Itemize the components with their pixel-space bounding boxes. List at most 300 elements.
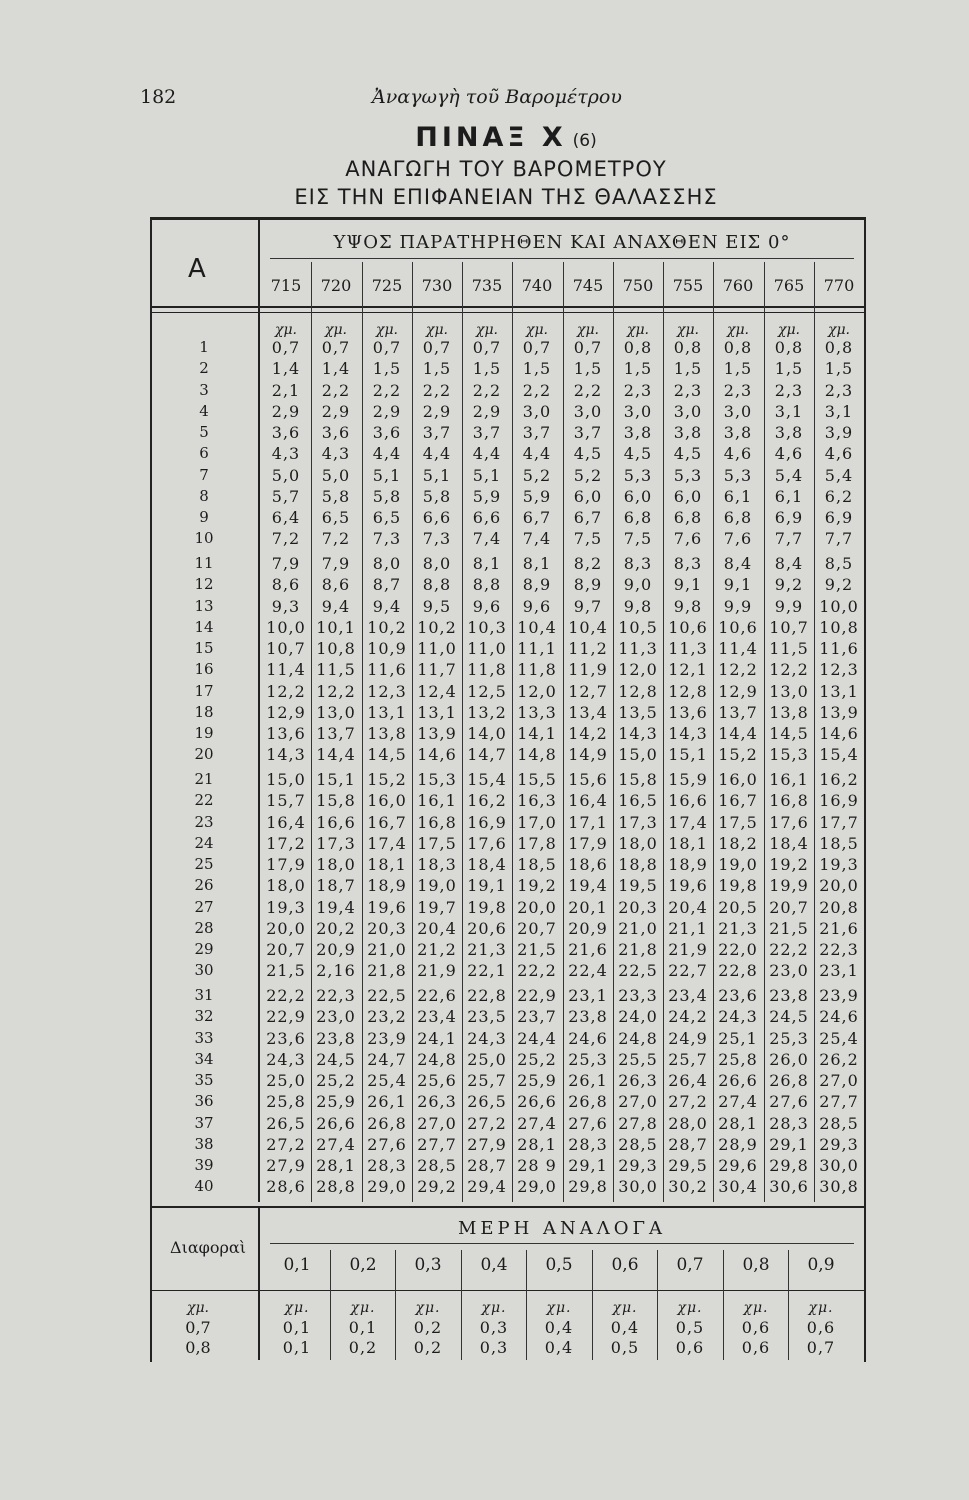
table-cell: 18,2 <box>718 834 758 853</box>
table-cell: 29,0 <box>517 1177 557 1196</box>
table-cell: 23,6 <box>718 986 758 1005</box>
table-cell: 12,3 <box>367 682 407 701</box>
prop-column-rule <box>788 1250 789 1360</box>
table-cell: 23,8 <box>316 1029 356 1048</box>
table-cell: 29,4 <box>467 1177 507 1196</box>
table-cell: 22,4 <box>568 961 608 980</box>
table-cell: 10,4 <box>568 618 608 637</box>
table-cell: 25,0 <box>467 1050 507 1069</box>
table-cell: 21,5 <box>517 940 557 959</box>
table-cell: 2,3 <box>824 381 854 400</box>
table-cell: 14,5 <box>769 724 809 743</box>
row-label-a: 10 <box>194 529 214 547</box>
table-cell: 24,6 <box>568 1029 608 1048</box>
table-cell: 17,4 <box>668 813 708 832</box>
table-cell: 2,2 <box>372 381 402 400</box>
table-cell: 24,0 <box>618 1007 658 1026</box>
table-cell: 25,3 <box>568 1050 608 1069</box>
table-cell: 8,3 <box>623 554 653 573</box>
unit-label: χμ. <box>626 322 650 338</box>
table-cell: 17,9 <box>568 834 608 853</box>
table-cell: 29,0 <box>367 1177 407 1196</box>
table-cell: 15,7 <box>266 791 306 810</box>
table-cell: 30,0 <box>618 1177 658 1196</box>
table-cell: 25,5 <box>618 1050 658 1069</box>
unit-label: χμ. <box>726 322 750 338</box>
table-cell: 12,9 <box>266 703 306 722</box>
table-cell: 2,9 <box>422 402 452 421</box>
table-cell: 25,4 <box>819 1029 859 1048</box>
table-cell: 20,2 <box>316 919 356 938</box>
table-cell: 27,2 <box>467 1114 507 1133</box>
table-cell: 12,8 <box>618 682 658 701</box>
table-cell: 3,0 <box>623 402 653 421</box>
table-cell: 16,1 <box>769 770 809 789</box>
table-cell: 14,9 <box>568 745 608 764</box>
unit-label: χμ. <box>475 322 499 338</box>
table-cell: 6,2 <box>824 487 854 506</box>
height-column-header: 720 <box>320 276 352 295</box>
row-label-a: 19 <box>194 724 214 742</box>
table-cell: 22,3 <box>316 986 356 1005</box>
table-cell: 28,3 <box>568 1135 608 1154</box>
table-cell: 25,3 <box>769 1029 809 1048</box>
table-cell: 11,3 <box>618 639 658 658</box>
table-cell: 18,3 <box>417 855 457 874</box>
table-cell: 16,4 <box>568 791 608 810</box>
table-cell: 19,5 <box>618 876 658 895</box>
table-cell: 18,9 <box>668 855 708 874</box>
table-cell: 16,7 <box>718 791 758 810</box>
table-cell: 30,0 <box>819 1156 859 1175</box>
table-cell: 13,2 <box>467 703 507 722</box>
table-cell: 14,1 <box>517 724 557 743</box>
table-cell: 27,4 <box>316 1135 356 1154</box>
table-cell: 3,6 <box>372 423 402 442</box>
table-cell: 10,7 <box>266 639 306 658</box>
table-cell: 9,8 <box>673 597 703 616</box>
table-cell: 18,9 <box>367 876 407 895</box>
table-cell: 18,0 <box>316 855 356 874</box>
table-cell: 27,6 <box>568 1114 608 1133</box>
table-cell: 13,9 <box>417 724 457 743</box>
table-cell: 8,8 <box>422 575 452 594</box>
table-cell: 7,9 <box>321 554 351 573</box>
height-column-header: 735 <box>471 276 503 295</box>
table-cell: 15,9 <box>668 770 708 789</box>
table-cell: 16,3 <box>517 791 557 810</box>
table-cell: 19,9 <box>769 876 809 895</box>
table-cell: 18,8 <box>618 855 658 874</box>
table-cell: 2,3 <box>673 381 703 400</box>
table-cell: 27,6 <box>367 1135 407 1154</box>
table-cell: 16,0 <box>718 770 758 789</box>
diaf-header: Διαφοραὶ <box>170 1238 246 1257</box>
row-label-a: 6 <box>199 444 209 462</box>
table-cell: 4,3 <box>321 444 351 463</box>
prop-cell: 0,5 <box>610 1338 640 1357</box>
height-column-header: 750 <box>622 276 654 295</box>
table-cell: 13,7 <box>718 703 758 722</box>
row-label-a: 21 <box>194 770 214 788</box>
table-cell: 13,3 <box>517 703 557 722</box>
table-cell: 10,3 <box>467 618 507 637</box>
table-cell: 2,3 <box>723 381 753 400</box>
table-cell: 22,7 <box>668 961 708 980</box>
table-cell: 3,7 <box>573 423 603 442</box>
table-cell: 12,2 <box>316 682 356 701</box>
table-cell: 18,0 <box>618 834 658 853</box>
row-label-a: 37 <box>194 1114 214 1132</box>
table-cell: 9,1 <box>673 575 703 594</box>
table-cell: 13,1 <box>367 703 407 722</box>
table-cell: 2,3 <box>623 381 653 400</box>
table-cell: 18,5 <box>517 855 557 874</box>
table-cell: 14,7 <box>467 745 507 764</box>
table-cell: 4,4 <box>472 444 502 463</box>
table-cell: 22,5 <box>367 986 407 1005</box>
table-cell: 7,4 <box>522 529 552 548</box>
table-cell: 25,9 <box>316 1092 356 1111</box>
table-subtitle-2: ΕΙΣ ΤΗΝ ΕΠΙΦΑΝΕΙΑΝ ΤΗΣ ΘΑΛΑΣΣΗΣ <box>294 185 718 209</box>
table-cell: 3,8 <box>623 423 653 442</box>
table-cell: 27,2 <box>668 1092 708 1111</box>
table-cell: 10,1 <box>316 618 356 637</box>
prop-column-header: 0,8 <box>742 1255 770 1275</box>
table-cell: 22,2 <box>266 986 306 1005</box>
group-brace <box>270 258 854 267</box>
table-cell: 15,4 <box>467 770 507 789</box>
row-label-a: 11 <box>194 554 214 572</box>
table-cell: 20,4 <box>417 919 457 938</box>
table-cell: 5,7 <box>271 487 301 506</box>
table-cell: 27,0 <box>417 1114 457 1133</box>
table-cell: 18,0 <box>266 876 306 895</box>
row-label-a: 17 <box>194 682 214 700</box>
table-cell: 6,1 <box>774 487 804 506</box>
table-cell: 16,6 <box>668 791 708 810</box>
table-cell: 10,5 <box>618 618 658 637</box>
table-cell: 15,5 <box>517 770 557 789</box>
table-cell: 3,0 <box>723 402 753 421</box>
table-cell: 9,0 <box>623 575 653 594</box>
table-cell: 19,6 <box>367 898 407 917</box>
table-cell: 1,4 <box>271 359 301 378</box>
table-cell: 20,0 <box>517 898 557 917</box>
table-cell: 25,8 <box>718 1050 758 1069</box>
table-cell: 27,2 <box>266 1135 306 1154</box>
table-cell: 3,7 <box>472 423 502 442</box>
table-cell: 12,8 <box>668 682 708 701</box>
table-cell: 9,9 <box>774 597 804 616</box>
table-cell: 24,9 <box>668 1029 708 1048</box>
table-cell: 11,4 <box>266 660 306 679</box>
height-column-header: 755 <box>672 276 704 295</box>
table-cell: 24,1 <box>417 1029 457 1048</box>
table-cell: 28,7 <box>668 1135 708 1154</box>
table-cell: 29,8 <box>769 1156 809 1175</box>
table-cell: 8,6 <box>271 575 301 594</box>
table-cell: 23,3 <box>618 986 658 1005</box>
table-cell: 9,6 <box>472 597 502 616</box>
table-cell: 14,8 <box>517 745 557 764</box>
table-cell: 0,8 <box>723 338 753 357</box>
table-cell: 21,1 <box>668 919 708 938</box>
prop-column-rule <box>657 1250 658 1360</box>
table-cell: 8,0 <box>422 554 452 573</box>
prop-column-header: 0,9 <box>807 1255 835 1275</box>
table-cell: 26,1 <box>568 1071 608 1090</box>
table-cell: 15,2 <box>367 770 407 789</box>
diaf-value: 0,7 <box>185 1318 211 1337</box>
table-cell: 6,7 <box>522 508 552 527</box>
table-cell: 0,8 <box>673 338 703 357</box>
table-cell: 13,1 <box>819 682 859 701</box>
table-cell: 4,6 <box>774 444 804 463</box>
table-cell: 6,4 <box>271 508 301 527</box>
table-cell: 6,0 <box>623 487 653 506</box>
table-cell: 29,3 <box>618 1156 658 1175</box>
prop-cell: 0,7 <box>806 1338 836 1357</box>
table-cell: 26,5 <box>467 1092 507 1111</box>
table-cell: 25,6 <box>417 1071 457 1090</box>
row-label-a: 20 <box>194 745 214 763</box>
unit-label: χμ. <box>676 322 700 338</box>
table-cell: 12,5 <box>467 682 507 701</box>
table-cell: 25,2 <box>316 1071 356 1090</box>
table-cell: 6,8 <box>723 508 753 527</box>
table-cell: 26,2 <box>819 1050 859 1069</box>
table-cell: 1,5 <box>472 359 502 378</box>
height-column-header: 765 <box>773 276 805 295</box>
table-cell: 13,4 <box>568 703 608 722</box>
table-cell: 14,3 <box>266 745 306 764</box>
prop-column-header: 0,3 <box>414 1255 442 1275</box>
table-cell: 26,6 <box>517 1092 557 1111</box>
prop-cell: 0,6 <box>741 1318 771 1337</box>
table-cell: 28,9 <box>718 1135 758 1154</box>
table-cell: 11,2 <box>568 639 608 658</box>
table-title <box>150 122 862 153</box>
prop-unit-label: χμ. <box>808 1300 834 1316</box>
row-label-a: 15 <box>194 639 214 657</box>
height-column-header: 725 <box>371 276 403 295</box>
row-label-a: 18 <box>194 703 214 721</box>
table-cell: 20,8 <box>819 898 859 917</box>
table-cell: 24,2 <box>668 1007 708 1026</box>
row-label-a: 16 <box>194 660 214 678</box>
table-cell: 11,5 <box>769 639 809 658</box>
table-cell: 5,0 <box>321 466 351 485</box>
table-cell: 6,6 <box>422 508 452 527</box>
table-cell: 24,4 <box>517 1029 557 1048</box>
table-cell: 15,8 <box>316 791 356 810</box>
table-cell: 5,8 <box>372 487 402 506</box>
table-cell: 15,0 <box>618 745 658 764</box>
table-cell: 3,1 <box>824 402 854 421</box>
a-column-header: A <box>188 254 206 284</box>
table-cell: 17,1 <box>568 813 608 832</box>
table-cell: 3,7 <box>422 423 452 442</box>
table-cell: 21,0 <box>367 940 407 959</box>
row-label-a: 5 <box>199 423 209 441</box>
table-cell: 18,4 <box>467 855 507 874</box>
prop-column-rule <box>723 1250 724 1360</box>
prop-column-rule <box>330 1250 331 1360</box>
table-cell: 27,0 <box>819 1071 859 1090</box>
table-cell: 15,2 <box>718 745 758 764</box>
table-cell: 19,1 <box>467 876 507 895</box>
table-cell: 20,5 <box>718 898 758 917</box>
table-cell: 16,4 <box>266 813 306 832</box>
table-cell: 12,0 <box>618 660 658 679</box>
prop-brace <box>270 1243 854 1244</box>
table-cell: 2,2 <box>573 381 603 400</box>
table-cell: 8,1 <box>522 554 552 573</box>
table-cell: 0,8 <box>774 338 804 357</box>
table-cell: 16,2 <box>467 791 507 810</box>
table-cell: 29,3 <box>819 1135 859 1154</box>
table-cell: 1,5 <box>824 359 854 378</box>
table-cell: 15,1 <box>668 745 708 764</box>
table-cell: 23,6 <box>266 1029 306 1048</box>
table-cell: 4,4 <box>422 444 452 463</box>
height-column-header: 715 <box>270 276 302 295</box>
row-label-a: 27 <box>194 898 214 916</box>
table-cell: 18,4 <box>769 834 809 853</box>
table-cell: 24,8 <box>417 1050 457 1069</box>
table-cell: 21,3 <box>718 919 758 938</box>
table-cell: 19,4 <box>316 898 356 917</box>
table-cell: 23,1 <box>819 961 859 980</box>
table-cell: 25,9 <box>517 1071 557 1090</box>
table-cell: 27,9 <box>467 1135 507 1154</box>
row-label-a: 22 <box>194 791 214 809</box>
row-label-a: 24 <box>194 834 214 852</box>
table-cell: 11,0 <box>467 639 507 658</box>
table-cell: 13,1 <box>417 703 457 722</box>
table-cell: 15,3 <box>769 745 809 764</box>
table-cell: 23,7 <box>517 1007 557 1026</box>
table-cell: 23,9 <box>367 1029 407 1048</box>
table-cell: 28,1 <box>718 1114 758 1133</box>
table-cell: 9,7 <box>573 597 603 616</box>
table-cell: 2,2 <box>472 381 502 400</box>
table-cell: 13,0 <box>316 703 356 722</box>
table-cell: 20,1 <box>568 898 608 917</box>
table-cell: 1,5 <box>673 359 703 378</box>
table-cell: 10,0 <box>266 618 306 637</box>
table-cell: 14,3 <box>618 724 658 743</box>
table-cell: 7,3 <box>422 529 452 548</box>
table-cell: 7,2 <box>271 529 301 548</box>
table-cell: 29,6 <box>718 1156 758 1175</box>
table-cell: 20,7 <box>517 919 557 938</box>
table-cell: 10,8 <box>819 618 859 637</box>
table-cell: 27,6 <box>769 1092 809 1111</box>
table-cell: 21,6 <box>819 919 859 938</box>
height-column-header: 730 <box>421 276 453 295</box>
table-cell: 28,1 <box>517 1135 557 1154</box>
table-cell: 11,6 <box>367 660 407 679</box>
table-cell: 28,3 <box>367 1156 407 1175</box>
table-cell: 1,5 <box>774 359 804 378</box>
table-cell: 24,5 <box>316 1050 356 1069</box>
table-cell: 6,9 <box>774 508 804 527</box>
prop-column-header: 0,2 <box>349 1255 377 1275</box>
table-cell: 23,1 <box>568 986 608 1005</box>
table-cell: 18,1 <box>668 834 708 853</box>
table-cell: 22,8 <box>467 986 507 1005</box>
table-cell: 8,8 <box>472 575 502 594</box>
table-cell: 17,2 <box>266 834 306 853</box>
table-cell: 28,8 <box>316 1177 356 1196</box>
table-cell: 14,3 <box>668 724 708 743</box>
row-label-a: 35 <box>194 1071 214 1089</box>
height-group-title: ΥΨΟΣ ΠΑΡΑΤΗΡΗΘΕΝ ΚΑΙ ΑΝΑΧΘΕΝ ΕΙΣ 0° <box>333 232 791 253</box>
prop-cell: 0,4 <box>544 1318 574 1337</box>
row-label-a: 8 <box>199 487 209 505</box>
table-cell: 22,9 <box>266 1007 306 1026</box>
table-cell: 16,9 <box>819 791 859 810</box>
prop-column-header: 0,5 <box>545 1255 573 1275</box>
table-cell: 16,8 <box>417 813 457 832</box>
table-cell: 24,3 <box>718 1007 758 1026</box>
table-cell: 11,8 <box>467 660 507 679</box>
table-cell: 23,5 <box>467 1007 507 1026</box>
prop-unit-label: χμ. <box>677 1300 703 1316</box>
table-cell: 5,4 <box>824 466 854 485</box>
table-cell: 0,8 <box>824 338 854 357</box>
prop-header-rule-left <box>150 1290 258 1291</box>
table-cell: 15,0 <box>266 770 306 789</box>
prop-column-rule <box>526 1250 527 1360</box>
table-cell: 0,7 <box>472 338 502 357</box>
table-cell: 21,5 <box>769 919 809 938</box>
table-cell: 17,9 <box>266 855 306 874</box>
row-label-a: 30 <box>194 961 214 979</box>
table-cell: 19,2 <box>517 876 557 895</box>
table-cell: 27,0 <box>618 1092 658 1111</box>
row-label-a: 39 <box>194 1156 214 1174</box>
table-cell: 12,7 <box>568 682 608 701</box>
table-cell: 25,4 <box>367 1071 407 1090</box>
table-cell: 1,5 <box>623 359 653 378</box>
table-cell: 19,6 <box>668 876 708 895</box>
table-cell: 23,2 <box>367 1007 407 1026</box>
table-cell: 2,9 <box>472 402 502 421</box>
table-cell: 19,7 <box>417 898 457 917</box>
prop-unit-label: χμ. <box>350 1300 376 1316</box>
prop-unit-label: χμ. <box>743 1300 769 1316</box>
table-cell: 23,8 <box>769 986 809 1005</box>
table-cell: 11,0 <box>417 639 457 658</box>
table-cell: 3,1 <box>774 402 804 421</box>
unit-label: χμ. <box>324 322 348 338</box>
table-cell: 9,9 <box>723 597 753 616</box>
table-cell: 26,4 <box>668 1071 708 1090</box>
table-cell: 13,6 <box>266 724 306 743</box>
page-number: 182 <box>140 86 177 108</box>
table-cell: 26,8 <box>568 1092 608 1111</box>
table-cell: 19,8 <box>467 898 507 917</box>
table-cell: 9,4 <box>372 597 402 616</box>
prop-header-rule <box>258 1290 864 1291</box>
table-cell: 16,8 <box>769 791 809 810</box>
table-cell: 23,9 <box>819 986 859 1005</box>
table-cell: 8,6 <box>321 575 351 594</box>
table-cell: 12,3 <box>819 660 859 679</box>
